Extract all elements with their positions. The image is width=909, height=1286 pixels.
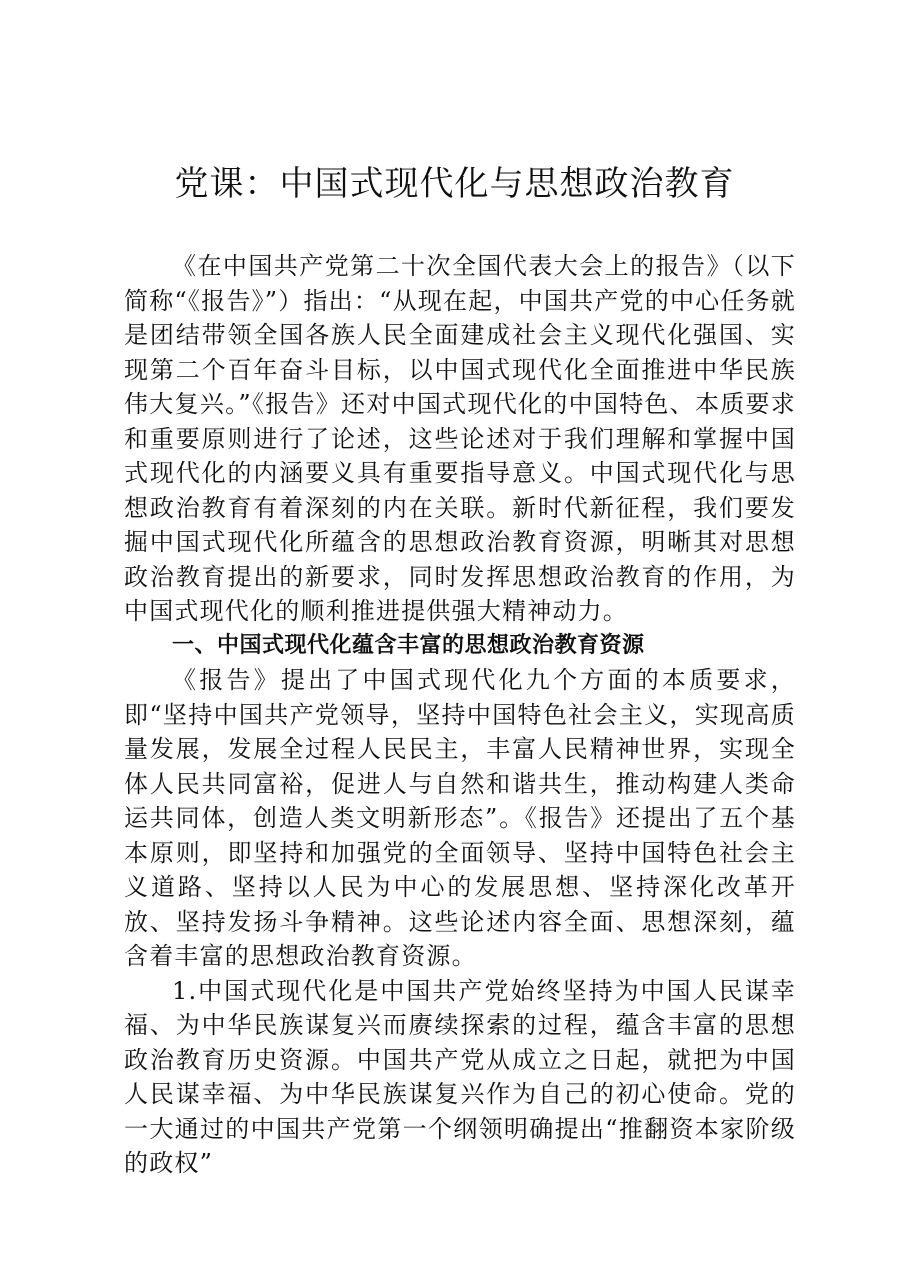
- section-heading-1: 一、中国式现代化蕴含丰富的思想政治教育资源: [172, 632, 645, 658]
- section1-paragraph-2: 1.中国式现代化是中国共产党始终坚持为中国人民谋幸福、为中华民族谋复兴而赓续探索的过程，蕴含丰富的思想政治教育历史资源。中国共产党从成立之日起，就把为中国人民谋幸福、为中华民族谋复兴作为自己的初心使命。党的一大通过的中国共产党第一个纲领明确提出“推翻资本家阶级的政权”: [124, 976, 796, 1177]
- intro-paragraph: 《在中国共产党第二十次全国代表大会上的报告》（以下简称“《报告》”）指出：“从现在起，中国共产党的中心任务就是团结带领全国各族人民全面建成社会主义现代化强国、实现第二个百年奋斗目标，以中国式现代化全面推进中华民族伟大复兴。”《报告》还对中国式现代化的中国特色、本质要求和重要原则进行了论述，这些论述对于我们理解和掌握中国式现代化的内涵要义具有重要指导意义。中国式现代化与思想政治教育有着深刻的内在关联。新时代新征程，我们要发掘中国式现代化所蕴含的思想政治教育资源，明晰其对思想政治教育提出的新要求，同时发挥思想政治教育的作用，为中国式现代化的顺利推进提供强大精神动力。: [124, 252, 796, 625]
- section1-paragraph-1: 《报告》提出了中国式现代化九个方面的本质要求，即“坚持中国共产党领导，坚持中国特色社会主义，实现高质量发展，发展全过程人民民主，丰富人民精神世界，实现全体人民共同富裕，促进人与自然和谐共生，推动构建人类命运共同体，创造人类文明新形态”。《报告》还提出了五个基本原则，即坚持和加强党的全面领导、坚持中国特色社会主义道路、坚持以人民为中心的发展思想、坚持深化改革开放、坚持发扬斗争精神。这些论述内容全面、思想深刻，蕴含着丰富的思想政治教育资源。: [124, 666, 796, 970]
- document-title: 党课：中国式现代化与思想政治教育: [174, 164, 735, 204]
- document-body: [124, 249, 796, 1181]
